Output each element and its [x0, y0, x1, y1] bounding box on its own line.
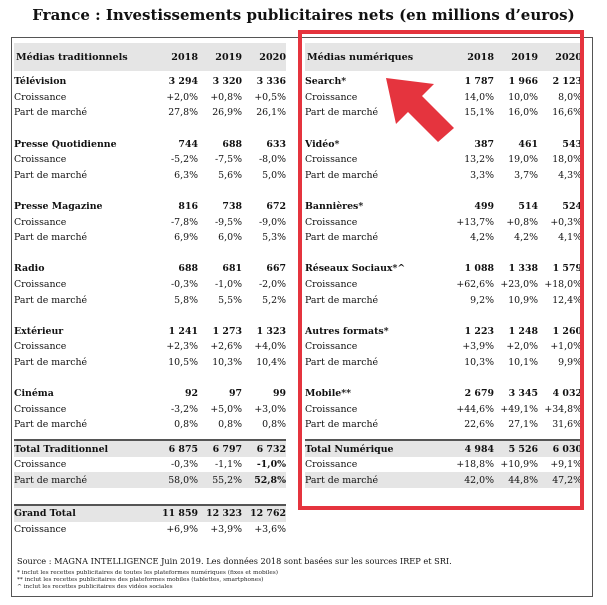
row-label: Part de marché — [305, 419, 379, 431]
value-cell: 3 294 — [168, 76, 198, 88]
year-header: 2019 — [215, 51, 242, 63]
growth-row — [14, 214, 286, 230]
row-label: Croissance — [14, 341, 67, 353]
value-cell: 5,8% — [174, 294, 198, 306]
row-label: Part de marché — [14, 474, 88, 486]
value-cell: 6,0% — [218, 232, 242, 244]
value-cell: 633 — [266, 138, 286, 150]
value-cell: 12 762 — [250, 508, 286, 520]
value-cell: 688 — [222, 138, 242, 150]
value-cell: 15,1% — [464, 107, 494, 119]
value-cell: 3 345 — [508, 388, 538, 400]
value-cell: 667 — [266, 263, 286, 275]
value-cell: 3 336 — [256, 76, 286, 88]
footnote: * inclut les recettes publicitaires de toutes les plateformes numériques (fixes et mobiles) — [17, 570, 279, 576]
value-cell: 672 — [266, 201, 286, 213]
year-header: 2019 — [511, 51, 538, 63]
media-row — [14, 136, 286, 152]
value-cell: 58,0% — [168, 474, 198, 486]
growth-row — [14, 277, 286, 293]
row-label: Cinéma — [14, 388, 54, 400]
share-row — [14, 105, 286, 121]
row-label: Croissance — [305, 341, 358, 353]
value-cell: +1,0% — [550, 341, 582, 353]
value-cell: 10,4% — [256, 356, 286, 368]
value-cell: 1 323 — [256, 325, 286, 337]
value-cell: +2,3% — [166, 341, 198, 353]
row-label: Croissance — [305, 216, 358, 228]
value-cell: 543 — [562, 138, 582, 150]
media-row — [14, 199, 286, 215]
value-cell: -1,0% — [256, 459, 286, 471]
row-label: Réseaux Sociaux*^ — [305, 263, 406, 275]
share-row — [14, 417, 286, 433]
row-label: Presse Magazine — [14, 201, 103, 213]
value-cell: 9,2% — [470, 294, 494, 306]
share-row — [14, 292, 286, 308]
value-cell: 10,3% — [464, 356, 494, 368]
value-cell: -1,0% — [215, 279, 242, 291]
row-label: Radio — [14, 263, 45, 275]
row-label: Croissance — [14, 459, 67, 471]
value-cell: 11 859 — [162, 508, 198, 520]
row-label: Bannières* — [305, 201, 364, 213]
media-row — [14, 261, 286, 277]
value-cell: 6 797 — [212, 443, 242, 455]
footnote: ^ inclut les recettes publicitaires des vidéos sociales — [17, 584, 173, 590]
value-cell: 1 260 — [552, 325, 582, 337]
row-label: Extérieur — [14, 325, 64, 337]
year-header: 2020 — [259, 51, 286, 63]
value-cell: 5,3% — [262, 232, 286, 244]
value-cell: 499 — [474, 201, 494, 213]
share-row — [14, 472, 286, 488]
media-row — [14, 386, 286, 402]
value-cell: 524 — [562, 201, 582, 213]
value-cell: +2,6% — [210, 341, 242, 353]
value-cell: 16,0% — [508, 107, 538, 119]
grand-total-table — [14, 504, 286, 537]
value-cell: 3 320 — [212, 76, 242, 88]
value-cell: 5 526 — [508, 443, 538, 455]
value-cell: 44,8% — [508, 474, 538, 486]
value-cell: 6 030 — [552, 443, 582, 455]
value-cell: 47,2% — [552, 474, 582, 486]
value-cell: +13,7% — [456, 216, 494, 228]
value-cell: -3,2% — [171, 403, 198, 415]
value-cell: 681 — [222, 263, 242, 275]
row-label: Part de marché — [14, 294, 88, 306]
table-header — [14, 43, 286, 71]
value-cell: 31,6% — [552, 419, 582, 431]
value-cell: +23,0% — [500, 279, 538, 291]
share-row — [14, 168, 286, 184]
value-cell: +44,6% — [456, 403, 494, 415]
row-label: Croissance — [14, 403, 67, 415]
value-cell: -2,0% — [259, 279, 286, 291]
pointer-arrow-icon — [382, 74, 462, 144]
row-label: Croissance — [305, 154, 358, 166]
row-label: Part de marché — [14, 232, 88, 244]
value-cell: 14,0% — [464, 91, 494, 103]
value-cell: 12 323 — [206, 508, 242, 520]
row-label: Presse Quotidienne — [14, 138, 117, 150]
row-label: Croissance — [305, 279, 358, 291]
row-label: Part de marché — [305, 294, 379, 306]
value-cell: 1 787 — [464, 76, 494, 88]
row-label: Croissance — [14, 154, 67, 166]
traditional-media-table — [14, 43, 286, 488]
value-cell: -7,8% — [171, 216, 198, 228]
value-cell: 52,8% — [254, 474, 286, 486]
growth-row — [14, 339, 286, 355]
value-cell: 10,5% — [168, 356, 198, 368]
value-cell: 13,2% — [464, 154, 494, 166]
row-label: Total Numérique — [305, 443, 394, 455]
value-cell: +3,6% — [254, 523, 286, 535]
total-block — [14, 439, 286, 488]
value-cell: 4,2% — [470, 232, 494, 244]
value-cell: 12,4% — [552, 294, 582, 306]
footnotes — [17, 570, 278, 591]
value-cell: 1 088 — [464, 263, 494, 275]
value-cell: 4 032 — [552, 388, 582, 400]
row-label: Part de marché — [14, 107, 88, 119]
row-label: Part de marché — [305, 474, 379, 486]
value-cell: 0,8% — [218, 419, 242, 431]
value-cell: 4,1% — [558, 232, 582, 244]
value-cell: +4,0% — [254, 341, 286, 353]
value-cell: 27,8% — [168, 107, 198, 119]
total-row — [14, 441, 286, 457]
value-cell: 3,7% — [514, 169, 538, 181]
value-cell: 6 732 — [256, 443, 286, 455]
value-cell: 387 — [474, 138, 494, 150]
value-cell: +34,8% — [544, 403, 582, 415]
value-cell: 1 579 — [552, 263, 582, 275]
value-cell: 18,0% — [552, 154, 582, 166]
value-cell: 22,6% — [464, 419, 494, 431]
value-cell: 97 — [228, 388, 242, 400]
value-cell: 26,9% — [212, 107, 242, 119]
value-cell: +10,9% — [500, 459, 538, 471]
value-cell: 16,6% — [552, 107, 582, 119]
row-label: Croissance — [14, 91, 67, 103]
year-header: 2018 — [467, 51, 494, 63]
value-cell: 1 248 — [508, 325, 538, 337]
value-cell: 4,2% — [514, 232, 538, 244]
value-cell: -9,5% — [215, 216, 242, 228]
value-cell: 1 223 — [464, 325, 494, 337]
value-cell: +18,0% — [544, 279, 582, 291]
value-cell: +9,1% — [550, 459, 582, 471]
value-cell: 10,9% — [508, 294, 538, 306]
value-cell: 27,1% — [508, 419, 538, 431]
value-cell: -9,0% — [259, 216, 286, 228]
value-cell: +0,3% — [550, 216, 582, 228]
value-cell: -0,3% — [171, 459, 198, 471]
value-cell: 0,8% — [262, 419, 286, 431]
source-note: Source : MAGNA INTELLIGENCE Juin 2019. Les données 2018 sont basées sur les sources IREP et SRI. — [17, 556, 452, 566]
value-cell: 4,3% — [558, 169, 582, 181]
value-cell: 744 — [178, 138, 198, 150]
value-cell: 0,8% — [174, 419, 198, 431]
value-cell: 55,2% — [212, 474, 242, 486]
value-cell: 816 — [178, 201, 198, 213]
value-cell: 42,0% — [464, 474, 494, 486]
value-cell: +18,8% — [456, 459, 494, 471]
row-label: Croissance — [14, 216, 67, 228]
value-cell: 2 123 — [552, 76, 582, 88]
value-cell: 9,9% — [558, 356, 582, 368]
row-label: Part de marché — [305, 169, 379, 181]
value-cell: 738 — [222, 201, 242, 213]
value-cell: 6,3% — [174, 169, 198, 181]
growth-row — [14, 401, 286, 417]
row-label: Search* — [305, 76, 347, 88]
row-label: Part de marché — [305, 356, 379, 368]
grand-total-row — [14, 506, 286, 522]
value-cell: 6 875 — [168, 443, 198, 455]
row-label: Télévision — [14, 76, 67, 88]
row-label: Croissance — [305, 403, 358, 415]
value-cell: 1 966 — [508, 76, 538, 88]
value-cell: 99 — [272, 388, 286, 400]
year-header: 2018 — [171, 51, 198, 63]
value-cell: 8,0% — [558, 91, 582, 103]
row-label: Croissance — [14, 523, 67, 535]
value-cell: +5,0% — [210, 403, 242, 415]
value-cell: +3,9% — [210, 523, 242, 535]
value-cell: 19,0% — [508, 154, 538, 166]
value-cell: 6,9% — [174, 232, 198, 244]
media-row — [14, 74, 286, 90]
header-label: Médias numériques — [307, 51, 414, 63]
growth-row — [14, 522, 286, 538]
value-cell: +0,8% — [506, 216, 538, 228]
value-cell: +6,9% — [166, 523, 198, 535]
value-cell: -1,1% — [215, 459, 242, 471]
value-cell: +49,1% — [500, 403, 538, 415]
value-cell: 5,0% — [262, 169, 286, 181]
value-cell: 10,1% — [508, 356, 538, 368]
value-cell: 5,5% — [218, 294, 242, 306]
row-label: Autres formats* — [305, 325, 389, 337]
value-cell: 26,1% — [256, 107, 286, 119]
value-cell: 1 241 — [168, 325, 198, 337]
value-cell: +62,6% — [456, 279, 494, 291]
footnote: ** inclut les recettes publicitaires des plateformes mobiles (tablettes, smartphones) — [17, 577, 264, 583]
row-label: Croissance — [14, 279, 67, 291]
row-label: Part de marché — [305, 232, 379, 244]
grand-total-block — [14, 504, 286, 537]
value-cell: +3,9% — [462, 341, 494, 353]
value-cell: 3,3% — [470, 169, 494, 181]
value-cell: +2,0% — [166, 91, 198, 103]
year-header: 2020 — [555, 51, 582, 63]
value-cell: 4 984 — [464, 443, 494, 455]
value-cell: -7,5% — [215, 154, 242, 166]
row-label: Croissance — [305, 91, 358, 103]
value-cell: 5,2% — [262, 294, 286, 306]
row-label: Part de marché — [14, 419, 88, 431]
value-cell: +2,0% — [506, 341, 538, 353]
value-cell: 1 273 — [212, 325, 242, 337]
value-cell: 2 679 — [464, 388, 494, 400]
share-row — [14, 355, 286, 371]
row-label: Grand Total — [14, 508, 76, 520]
row-label: Mobile** — [305, 388, 352, 400]
value-cell: +0,5% — [254, 91, 286, 103]
row-label: Total Traditionnel — [14, 443, 109, 455]
row-label: Part de marché — [305, 107, 379, 119]
value-cell: -5,2% — [171, 154, 198, 166]
value-cell: 10,0% — [508, 91, 538, 103]
share-row — [14, 230, 286, 246]
media-row — [14, 324, 286, 340]
row-label: Croissance — [305, 459, 358, 471]
value-cell: 688 — [178, 263, 198, 275]
value-cell: 10,3% — [212, 356, 242, 368]
value-cell: +3,0% — [254, 403, 286, 415]
value-cell: -8,0% — [259, 154, 286, 166]
value-cell: 5,6% — [218, 169, 242, 181]
row-label: Vidéo* — [305, 138, 340, 150]
growth-row — [14, 90, 286, 106]
row-label: Part de marché — [14, 356, 88, 368]
header-label: Médias traditionnels — [16, 51, 128, 63]
value-cell: 514 — [518, 201, 538, 213]
value-cell: -0,3% — [171, 279, 198, 291]
page-title: France : Investissements publicitaires nets (en millions d’euros) — [32, 6, 575, 24]
value-cell: 92 — [184, 388, 198, 400]
growth-row — [14, 152, 286, 168]
row-label: Part de marché — [14, 169, 88, 181]
growth-row — [14, 457, 286, 473]
value-cell: +0,8% — [210, 91, 242, 103]
value-cell: 461 — [518, 138, 538, 150]
value-cell: 1 338 — [508, 263, 538, 275]
